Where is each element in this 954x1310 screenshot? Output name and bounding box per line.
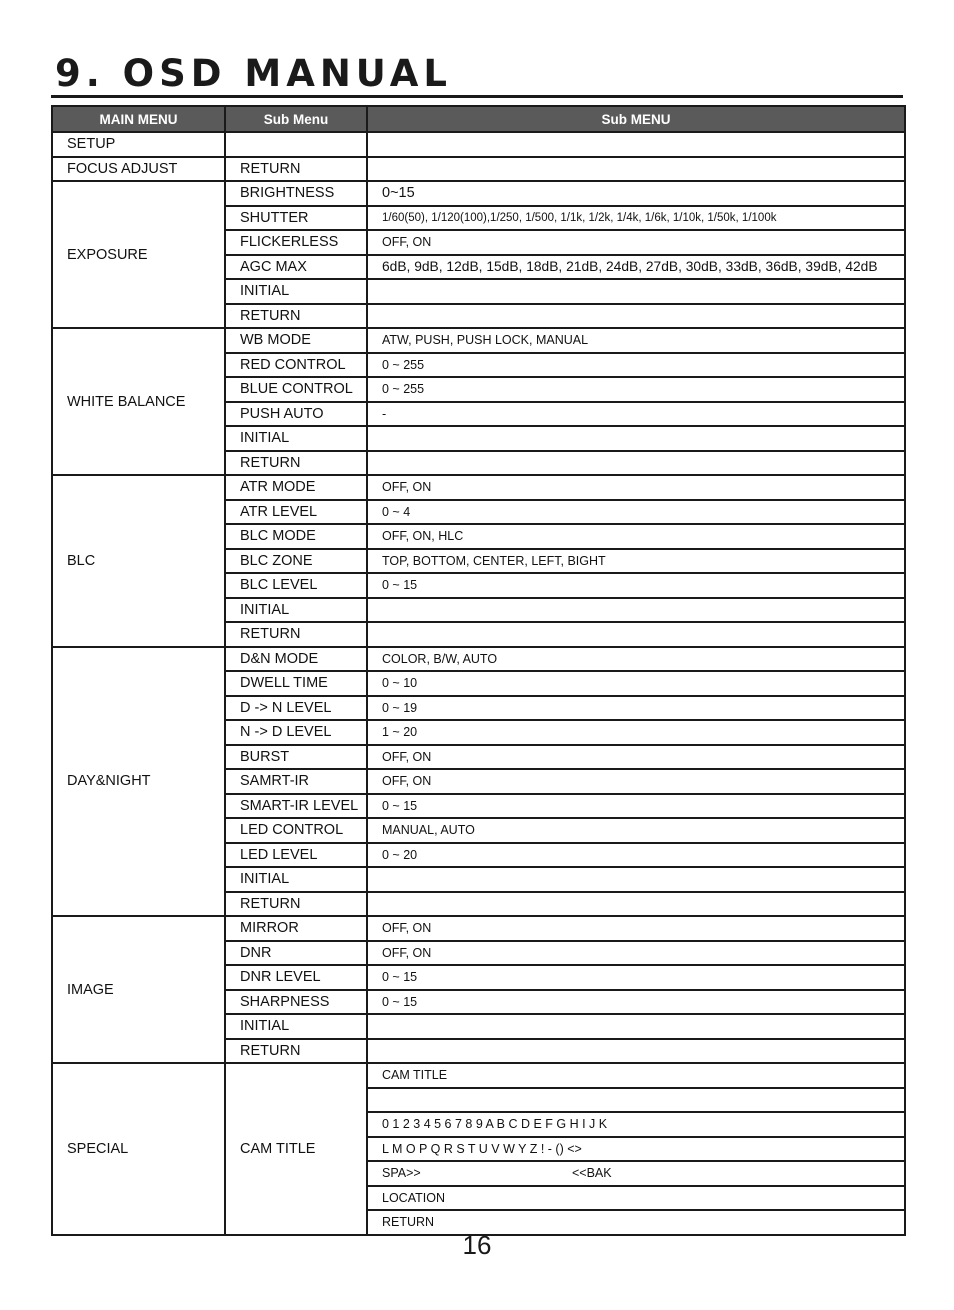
sub-menu-item: BRIGHTNESS	[225, 181, 367, 206]
value-cell: TOP, BOTTOM, CENTER, LEFT, BIGHT	[367, 549, 905, 574]
value-cell: L M O P Q R S T U V W Y Z ! - () <>	[367, 1137, 905, 1162]
sub-menu-item: RETURN	[225, 622, 367, 647]
sub-menu-item: AGC MAX	[225, 255, 367, 280]
table-row	[52, 647, 905, 672]
sub-menu-item: LED CONTROL	[225, 818, 367, 843]
main-menu-day-night: DAY&NIGHT	[52, 647, 225, 917]
value-cell	[367, 867, 905, 892]
sub-menu-item: N -> D LEVEL	[225, 720, 367, 745]
main-menu-blc: BLC	[52, 475, 225, 647]
value-cell: 0 ~ 19	[367, 696, 905, 721]
value-cell	[367, 1088, 905, 1113]
value-cell	[367, 451, 905, 476]
sub-menu-cell	[225, 132, 367, 157]
sub-menu-item: RETURN	[225, 304, 367, 329]
value-cell: 0 ~ 20	[367, 843, 905, 868]
value-cell: 0 1 2 3 4 5 6 7 8 9 A B C D E F G H I J K	[367, 1112, 905, 1137]
sub-menu-item: INITIAL	[225, 279, 367, 304]
main-menu-exposure: EXPOSURE	[52, 181, 225, 328]
title-rule	[51, 95, 903, 98]
sub-menu-item: BURST	[225, 745, 367, 770]
table-row	[52, 1063, 905, 1088]
value-cell: OFF, ON	[367, 745, 905, 770]
header-sub-menu: Sub Menu	[225, 106, 367, 132]
value-cell	[367, 157, 905, 182]
value-cell: 6dB, 9dB, 12dB, 15dB, 18dB, 21dB, 24dB, 27dB, 30dB, 33dB, 36dB, 39dB, 42dB	[367, 255, 905, 280]
sub-menu-item: RETURN	[225, 451, 367, 476]
sub-menu-item: RETURN	[225, 157, 367, 182]
table-row	[52, 916, 905, 941]
value-cell: 1 ~ 20	[367, 720, 905, 745]
sub-menu-item: MIRROR	[225, 916, 367, 941]
sub-menu-item: LED LEVEL	[225, 843, 367, 868]
spa-label: SPA>>	[382, 1166, 421, 1181]
header-main-menu: MAIN MENU	[52, 106, 225, 132]
value-cell: 0 ~ 15	[367, 965, 905, 990]
sub-menu-item: SMART-IR LEVEL	[225, 794, 367, 819]
sub-menu-item: RETURN	[225, 1039, 367, 1064]
sub-menu-item: SHUTTER	[225, 206, 367, 231]
value-cell: ATW, PUSH, PUSH LOCK, MANUAL	[367, 328, 905, 353]
sub-menu-item: BLC ZONE	[225, 549, 367, 574]
sub-menu-item: DNR LEVEL	[225, 965, 367, 990]
value-cell: -	[367, 402, 905, 427]
sub-menu-item: FLICKERLESS	[225, 230, 367, 255]
value-cell: OFF, ON	[367, 769, 905, 794]
value-cell: MANUAL, AUTO	[367, 818, 905, 843]
value-cell: RETURN	[367, 1210, 905, 1235]
main-menu-white-balance: WHITE BALANCE	[52, 328, 225, 475]
sub-menu-item: ATR LEVEL	[225, 500, 367, 525]
value-cell	[367, 426, 905, 451]
main-menu-focus-adjust: FOCUS ADJUST	[52, 157, 225, 182]
value-cell: 0 ~ 15	[367, 794, 905, 819]
value-cell: OFF, ON, HLC	[367, 524, 905, 549]
value-cell: 0 ~ 10	[367, 671, 905, 696]
sub-menu-item: INITIAL	[225, 867, 367, 892]
value-cell	[367, 279, 905, 304]
value-cell: OFF, ON	[367, 916, 905, 941]
main-menu-setup: SETUP	[52, 132, 225, 157]
value-cell: 0 ~ 255	[367, 353, 905, 378]
value-cell: 1/60(50), 1/120(100),1/250, 1/500, 1/1k, 1/2k, 1/4k, 1/6k, 1/10k, 1/50k, 1/100k	[367, 206, 905, 231]
main-menu-special: SPECIAL	[52, 1063, 225, 1235]
sub-menu-item: BLC LEVEL	[225, 573, 367, 598]
sub-menu-item: BLUE CONTROL	[225, 377, 367, 402]
sub-menu-item: DNR	[225, 941, 367, 966]
page-number: 16	[462, 1230, 492, 1260]
sub-menu-item: RED CONTROL	[225, 353, 367, 378]
table-row	[52, 328, 905, 353]
value-cell	[367, 1014, 905, 1039]
table-row	[52, 181, 905, 206]
value-cell	[367, 622, 905, 647]
sub-menu-item: INITIAL	[225, 426, 367, 451]
table-row	[52, 475, 905, 500]
value-cell	[367, 1161, 905, 1186]
sub-menu-item: D -> N LEVEL	[225, 696, 367, 721]
table-row	[52, 157, 905, 182]
value-cell	[367, 304, 905, 329]
value-cell: 0~15	[367, 181, 905, 206]
sub-menu-item: ATR MODE	[225, 475, 367, 500]
main-menu-image: IMAGE	[52, 916, 225, 1063]
value-cell	[367, 1039, 905, 1064]
sub-menu-item: INITIAL	[225, 1014, 367, 1039]
sub-menu-item: BLC MODE	[225, 524, 367, 549]
value-cell: 0 ~ 255	[367, 377, 905, 402]
sub-menu-item: SAMRT-IR	[225, 769, 367, 794]
sub-menu-item: DWELL TIME	[225, 671, 367, 696]
sub-menu-cam-title: CAM TITLE	[225, 1063, 367, 1235]
bak-label: <<BAK	[572, 1166, 612, 1181]
value-cell: 0 ~ 15	[367, 573, 905, 598]
sub-menu-item: PUSH AUTO	[225, 402, 367, 427]
sub-menu-item: INITIAL	[225, 598, 367, 623]
value-cell: LOCATION	[367, 1186, 905, 1211]
value-cell: OFF, ON	[367, 230, 905, 255]
value-cell: 0 ~ 4	[367, 500, 905, 525]
value-cell: OFF, ON	[367, 941, 905, 966]
osd-menu-table	[51, 105, 906, 1236]
table-header-row	[52, 106, 905, 132]
value-cell: COLOR, B/W, AUTO	[367, 647, 905, 672]
sub-menu-item: WB MODE	[225, 328, 367, 353]
value-cell: OFF, ON	[367, 475, 905, 500]
header-sub-menu-values: Sub MENU	[367, 106, 905, 132]
value-cell: CAM TITLE	[367, 1063, 905, 1088]
value-cell	[367, 132, 905, 157]
value-cell	[367, 892, 905, 917]
page-title: 9. OSD MANUAL	[55, 52, 452, 95]
table-row	[52, 132, 905, 157]
sub-menu-item: D&N MODE	[225, 647, 367, 672]
value-cell: 0 ~ 15	[367, 990, 905, 1015]
value-cell	[367, 598, 905, 623]
sub-menu-item: SHARPNESS	[225, 990, 367, 1015]
sub-menu-item: RETURN	[225, 892, 367, 917]
